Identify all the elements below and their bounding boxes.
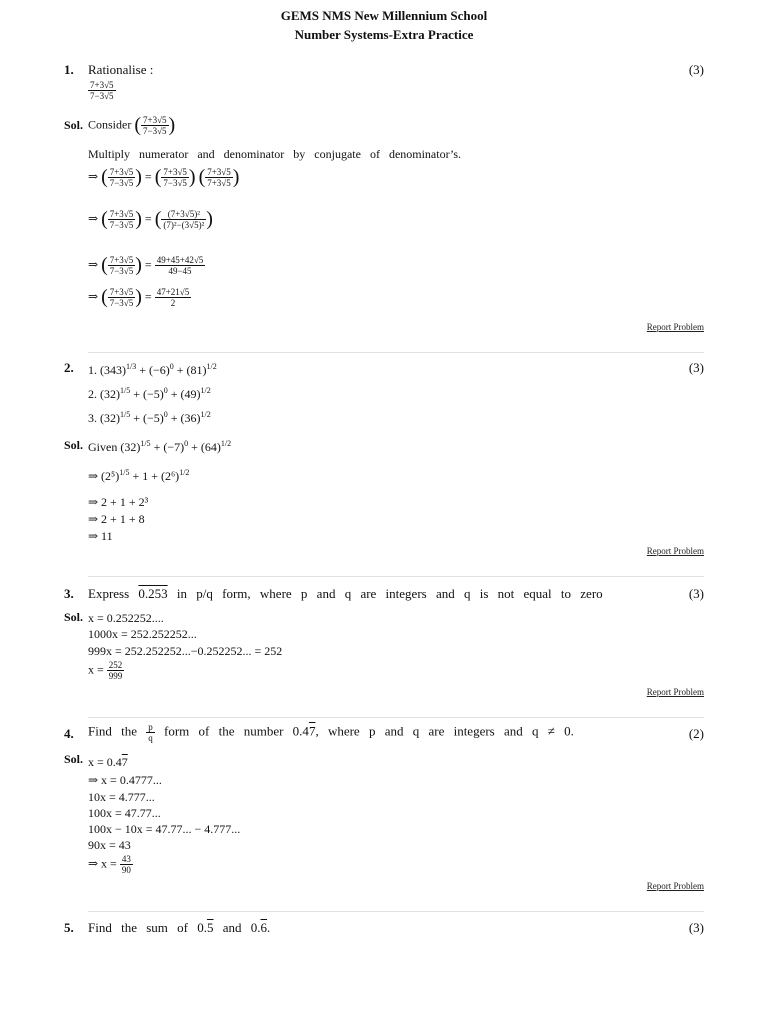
question-number: 5. bbox=[64, 920, 74, 935]
solution-line: 100x = 47.77... bbox=[88, 806, 161, 820]
question-marks: (3) bbox=[688, 920, 704, 935]
solution-line: 90x = 43 bbox=[88, 838, 131, 852]
solution-line: ⇒ 2 + 1 + 8 bbox=[88, 512, 145, 526]
question-marks: (3) bbox=[688, 62, 704, 77]
solution-line: Consider ( $\frac{7+3√5}{7-3√5}$ ) bbox=[88, 114, 176, 136]
solution-line: x = 0.252252.... bbox=[88, 611, 164, 625]
solution-line: ⇒ 11 bbox=[88, 529, 113, 543]
solution-line: 10x = 4.777... bbox=[88, 790, 155, 804]
report-problem-link[interactable]: Report Problem bbox=[646, 687, 704, 697]
question-part: 3. $(32)^{1/5} + (-5)^0 + (36)^{1/2}$ bbox=[88, 410, 211, 425]
question-number: 4. bbox=[64, 726, 74, 741]
report-problem-link[interactable]: Report Problem bbox=[646, 546, 704, 556]
solution-line: x = 0.47 bbox=[88, 755, 128, 769]
solution-line: ⇒ ( $\frac{7+3√5}{7-3√5}$ ) = $\frac{47+21√5}{2}$ bbox=[88, 286, 190, 308]
solution-line: 1000x = 252.252252... bbox=[88, 627, 197, 641]
question-text: Find the sum of 0.5 and 0.6. bbox=[88, 920, 271, 935]
question-text: Rationalise : bbox=[88, 62, 154, 77]
solution-line: ⇒ x = 0.4777... bbox=[88, 773, 162, 787]
question-number: 2. bbox=[64, 360, 74, 375]
solution-line: 999x = 252.252252...−0.252252... = 252 bbox=[88, 644, 283, 658]
question-text: Find the $\frac{p}{q}$ form of the number 0.47, where p and q are integers and q ≠ 0. bbox=[88, 722, 574, 743]
solution-line: Multiply numerator and denominator by conjugate of denominator’s. bbox=[88, 147, 462, 161]
report-problem-link[interactable]: Report Problem bbox=[646, 322, 704, 332]
question-marks: (3) bbox=[688, 360, 704, 375]
solution-line: ⇒ 2 + 1 + 2³ bbox=[88, 495, 149, 509]
divider bbox=[88, 352, 704, 353]
solution-line: Given $(32)^{1/5} + (-7)^0 + (64)^{1/2}$ bbox=[88, 439, 232, 454]
school-name: GEMS NMS New Millennium School bbox=[280, 8, 488, 23]
solution-line: ⇒ ( $\frac{7+3√5}{7-3√5}$ ) = ( $\frac{7+3√5}{7-3√5}$ ) ( $\frac{7+3√5}{7+3√5}$ ) bbox=[88, 166, 240, 188]
question-marks: (3) bbox=[688, 586, 704, 601]
solution-line: ⇒ ( $\frac{7+3√5}{7-3√5}$ ) = ( $\frac{\text{(7+3√5)²}}{\text{(7)²−(3√5)²}}$ ) bbox=[88, 208, 213, 230]
question-part: 1. $(343)^{1/3} + (-6)^0 + (81)^{1/2}$ bbox=[88, 362, 217, 377]
question-expression: $\frac{7+3√5}{7-3√5}$ bbox=[90, 80, 114, 101]
solution-line: x = $\frac{252}{999}$ bbox=[88, 660, 123, 681]
question-marks: (2) bbox=[688, 726, 704, 741]
question-part: 2. $(32)^{1/5} + (-5)^0 + (49)^{1/2}$ bbox=[88, 386, 211, 401]
solution-line: ⇒ $(2^5)^{1/5} + 1 + (2^6)^{1/2}$ bbox=[88, 468, 190, 483]
solution-label: Sol. bbox=[64, 438, 84, 452]
divider bbox=[88, 576, 704, 577]
report-problem-link[interactable]: Report Problem bbox=[646, 881, 704, 891]
solution-label: Sol. bbox=[64, 610, 84, 624]
solution-label: Sol. bbox=[64, 752, 84, 766]
worksheet-title: Number Systems-Extra Practice bbox=[294, 27, 474, 42]
question-number: 1. bbox=[64, 62, 74, 77]
divider bbox=[88, 717, 704, 718]
solution-line: 100x − 10x = 47.77... − 4.777... bbox=[88, 822, 241, 836]
solution-line: ⇒ ( $\frac{7+3√5}{7-3√5}$ ) = $\frac{49+45+42√5}{49-45}$ bbox=[88, 254, 204, 276]
solution-label: Sol. bbox=[64, 118, 84, 132]
divider bbox=[88, 911, 704, 912]
question-number: 3. bbox=[64, 586, 74, 601]
question-text: Express 0.253 in p/q form, where p and q are integers and q is not equal to zero bbox=[88, 586, 603, 601]
solution-line: ⇒ x = $\frac{43}{90}$ bbox=[88, 854, 131, 875]
